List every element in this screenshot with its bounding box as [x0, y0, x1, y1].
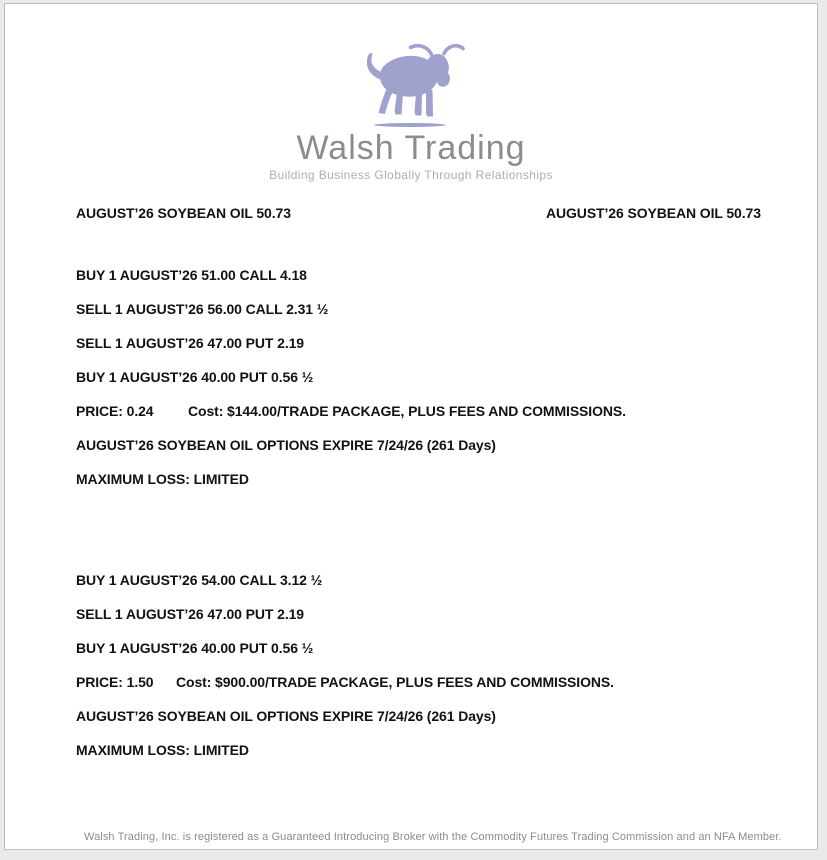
cost-text: Cost: $900.00/TRADE PACKAGE, PLUS FEES AND COMMISSIONS.	[176, 674, 614, 690]
price-value: PRICE: 1.50	[76, 674, 154, 690]
contract-header-right: AUGUST’26 SOYBEAN OIL 50.73	[546, 205, 761, 221]
price-value: PRICE: 0.24	[76, 403, 154, 419]
footer-disclaimer: Walsh Trading, Inc. is registered as a Guaranteed Introducing Broker with the Commodity Futures Trading Commission and an NFA Member.	[84, 831, 782, 843]
trade-block-1	[76, 258, 797, 496]
trade-leg-line: SELL 1 AUGUST’26 56.00 CALL 2.31 ½	[76, 301, 329, 317]
trade-block-2	[76, 563, 797, 767]
max-loss-line: MAXIMUM LOSS: LIMITED	[76, 471, 249, 487]
contract-header-left: AUGUST’26 SOYBEAN OIL 50.73	[76, 205, 291, 221]
max-loss-line: MAXIMUM LOSS: LIMITED	[76, 742, 249, 758]
trade-leg-line: BUY 1 AUGUST’26 51.00 CALL 4.18	[76, 267, 307, 283]
trade-leg-line: SELL 1 AUGUST’26 47.00 PUT 2.19	[76, 335, 304, 351]
brand-name: Walsh Trading	[296, 129, 526, 167]
bull-logo-icon	[356, 42, 466, 128]
document-page	[4, 3, 818, 850]
bull-right-horn	[444, 46, 463, 54]
walsh-trading-logo	[5, 42, 817, 183]
brand-tagline: Building Business Globally Through Relationships	[269, 168, 553, 182]
price-line	[76, 394, 797, 428]
trade-leg-line: BUY 1 AUGUST’26 40.00 PUT 0.56 ½	[76, 640, 314, 656]
expiry-line: AUGUST’26 SOYBEAN OIL OPTIONS EXPIRE 7/24/26 (261 Days)	[76, 708, 496, 724]
bull-left-horn	[411, 46, 432, 55]
trade-leg-line: BUY 1 AUGUST’26 54.00 CALL 3.12 ½	[76, 572, 323, 588]
contract-header-row	[5, 205, 817, 223]
cost-text: Cost: $144.00/TRADE PACKAGE, PLUS FEES AND COMMISSIONS.	[188, 403, 626, 419]
trade-leg-line: BUY 1 AUGUST’26 40.00 PUT 0.56 ½	[76, 369, 314, 385]
trade-leg-line: SELL 1 AUGUST’26 47.00 PUT 2.19	[76, 606, 304, 622]
expiry-line: AUGUST’26 SOYBEAN OIL OPTIONS EXPIRE 7/24/26 (261 Days)	[76, 437, 496, 453]
price-line	[76, 665, 797, 699]
